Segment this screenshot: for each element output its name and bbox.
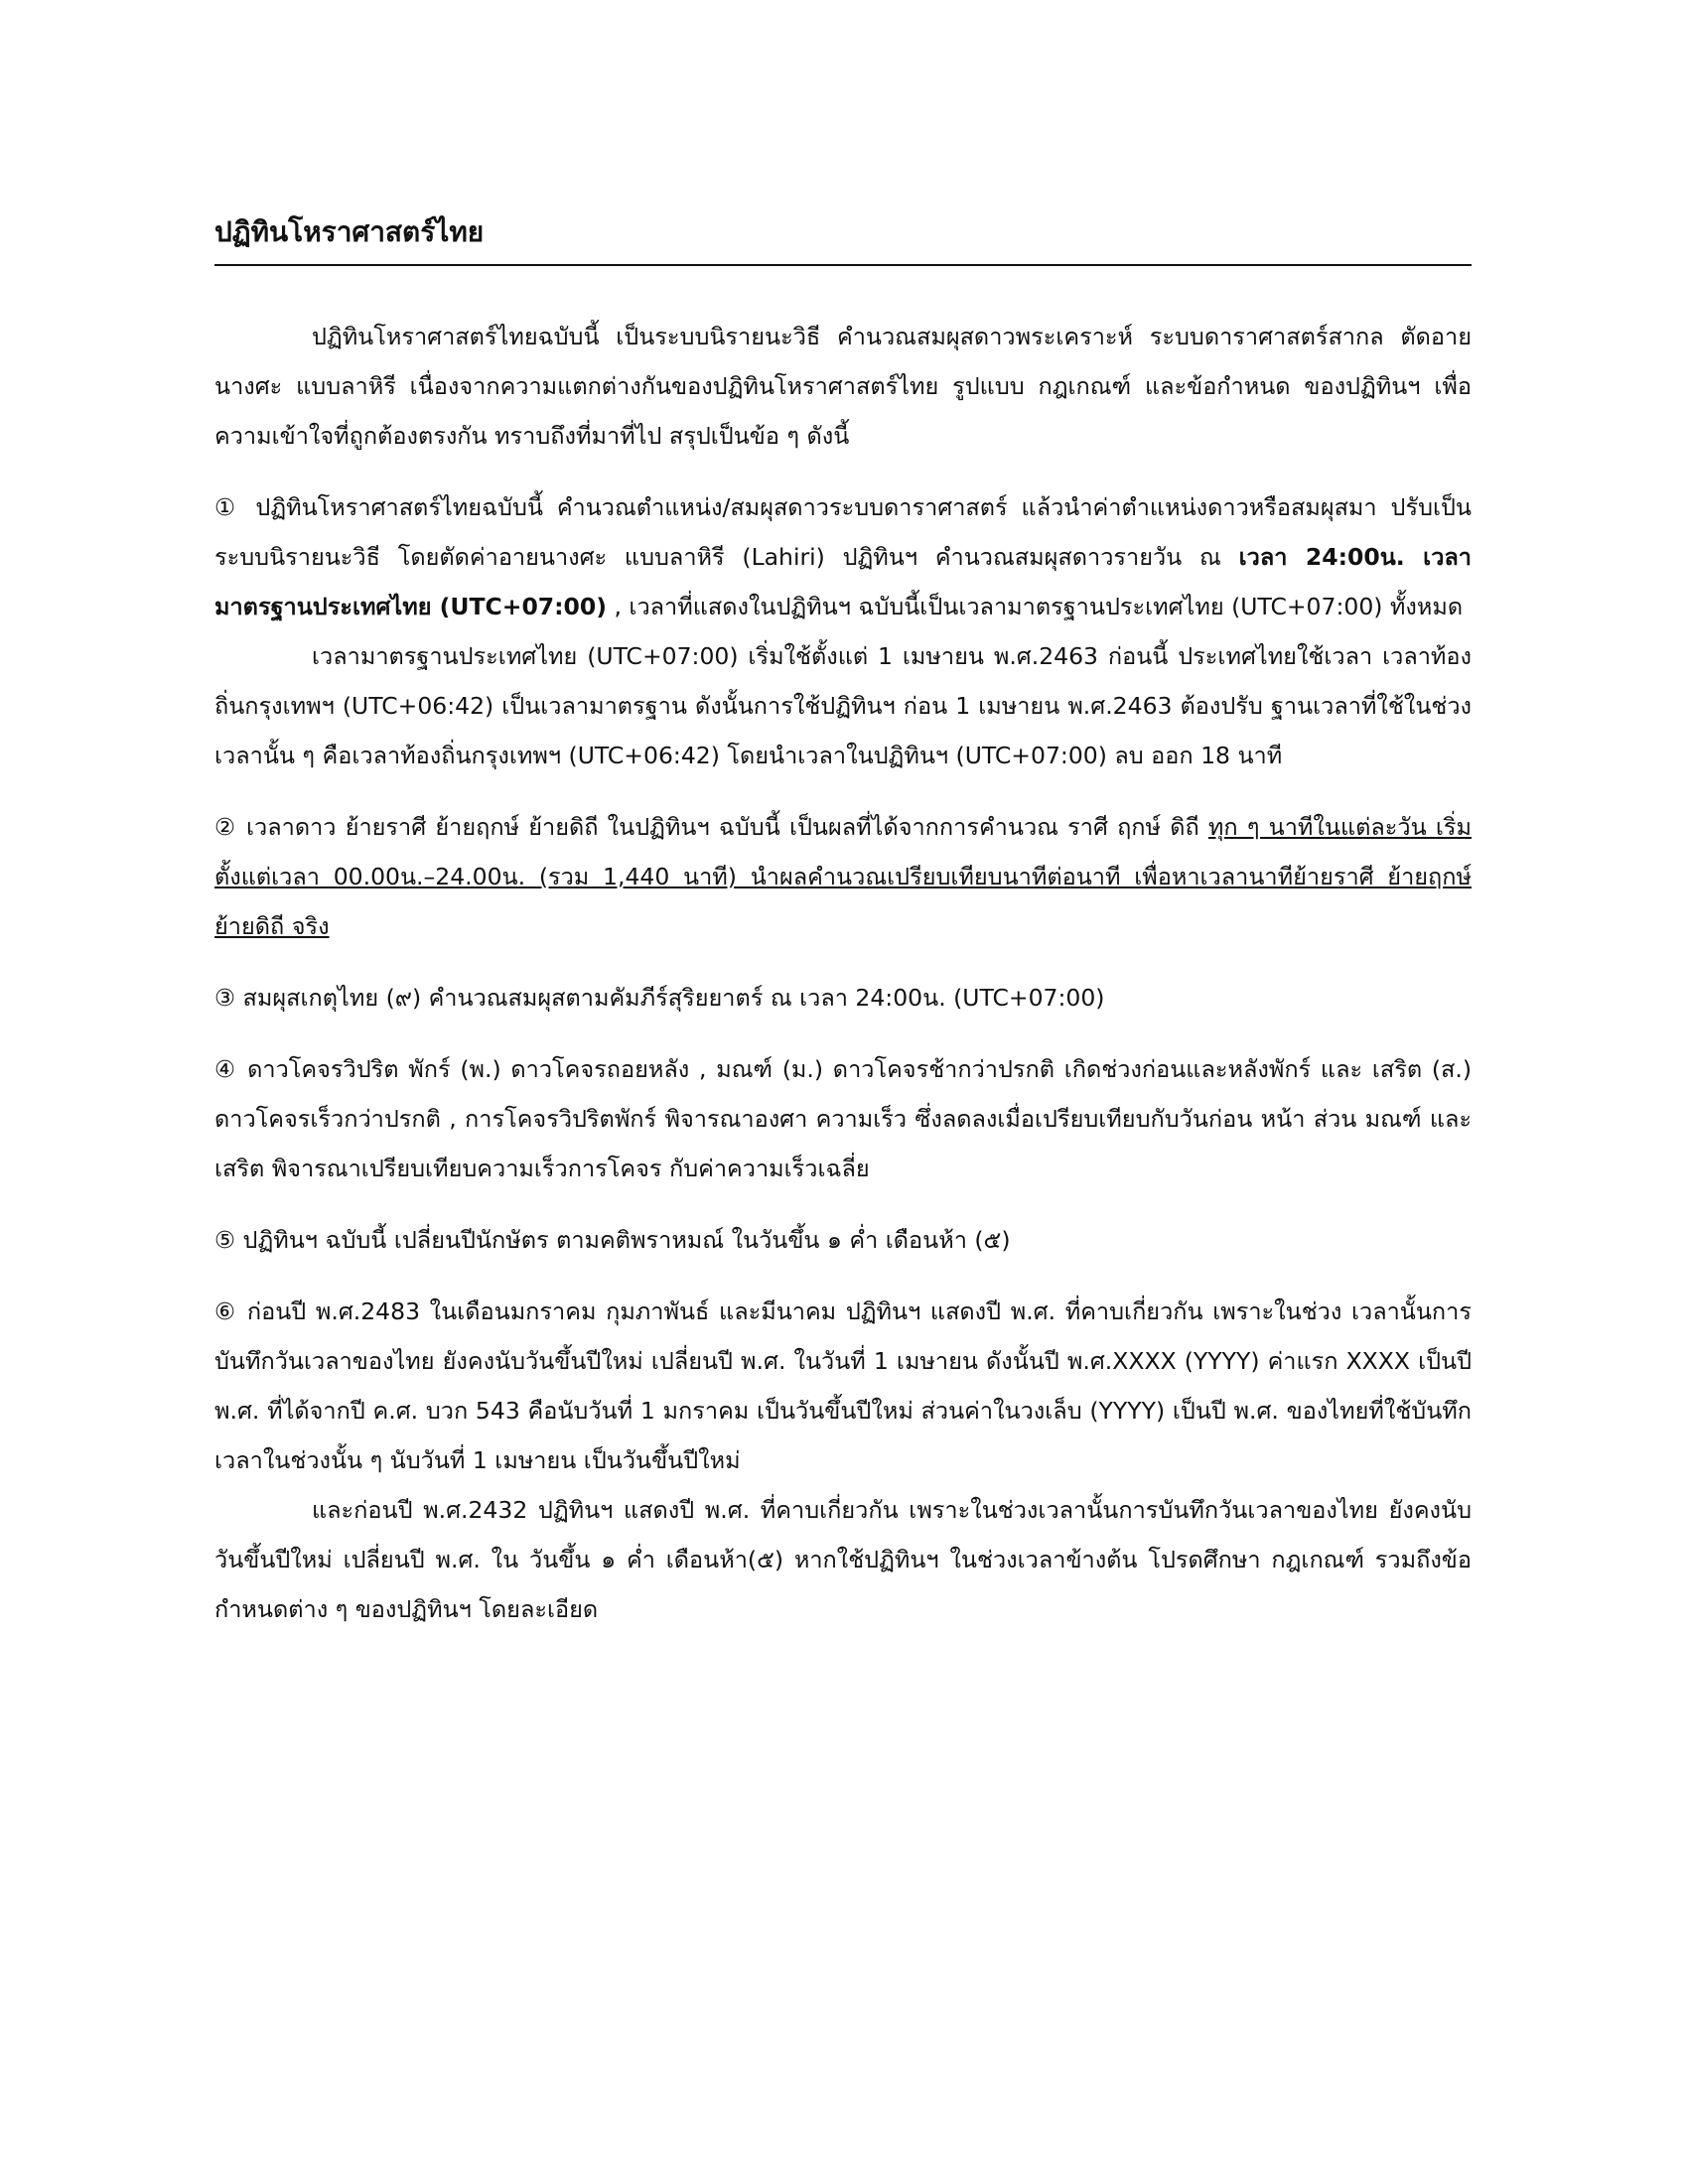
item-4-text: ดาวโคจรวิปริต พักร์ (พ.) ดาวโคจรถอยหลัง , มณฑ์ (ม.) ดาวโคจรช้ากว่าปรกติ เกิดช่วงก่อนและหลังพักร์ และ เสริต (ส.) ดาวโคจรเร็วกว่าปรกติ , การโคจรวิปริตพักร์ พิจารณาองศา ความเร็ว ซึ่งลดลงเมื่อเปรียบเทียบกับวันก่อน หน้า ส่วน มณฑ์ และ เสริต พิจารณาเปรียบเทียบความเร็วการโคจร กับค่าความเร็วเฉลี่ย (214, 1055, 1472, 1182)
document-page (214, 206, 1472, 1634)
item-3-paragraph (214, 973, 1472, 1023)
item-4-marker: ④ (214, 1055, 238, 1083)
item-2-underlined-text: ทุก ๆ นาทีในแต่ละวัน เริ่มตั้งแต่เวลา 00.00น.–24.00น. (รวม 1,440 นาที) นำผลคำนวณเปรียบเทียบนาทีต่อนาที เพื่อหาเวลานาทีย้ายราศี ย้ายฤกษ์ ย้ายดิถี จริง (214, 813, 1472, 940)
item-1-sub-paragraph: เวลามาตรฐานประเทศไทย (UTC+07:00) เริ่มใช้ตั้งแต่ 1 เมษายน พ.ศ.2463 ก่อนนี้ ประเทศไทยใช้เวลา เวลาท้องถิ่นกรุงเทพฯ (UTC+06:42) เป็นเวลามาตรฐาน ดังนั้นการใช้ปฏิทินฯ ก่อน 1 เมษายน พ.ศ.2463 ต้องปรับ ฐานเวลาที่ใช้ในช่วงเวลานั้น ๆ คือเวลาท้องถิ่นกรุงเทพฯ (UTC+06:42) โดยนำเวลาในปฏิทินฯ (UTC+07:00) ลบ ออก 18 นาที (214, 642, 1472, 769)
item-3-marker: ③ (214, 984, 236, 1012)
item-5-marker: ⑤ (214, 1226, 236, 1254)
title-underline-divider (214, 264, 1472, 266)
document-title: ปฏิทินโหราศาสตร์ไทย (214, 215, 485, 248)
item-4-paragraph (214, 1044, 1472, 1193)
item-1-marker: ① (214, 493, 242, 521)
item-1-text-a: ปฏิทินโหราศาสตร์ไทยฉบับนี้ คำนวณตำแหน่ง/สมผุสดาวระบบดาราศาสตร์ แล้วนำค่าตำแหน่งดาวหรือสมผุสมา ปรับเป็น ระบบนิรายนะวิธี โดยตัดค่าอายนางศะ แบบลาหิรี (Lahiri) ปฏิทินฯ คำนวณสมผุสดาวรายวัน ณ (214, 493, 1472, 571)
item-2-marker: ② (214, 813, 237, 841)
item-6-text: ก่อนปี พ.ศ.2483 ในเดือนมกราคม กุมภาพันธ์ และมีนาคม ปฏิทินฯ แสดงปี พ.ศ. ที่คาบเกี่ยวกัน เพราะในช่วง เวลานั้นการบันทึกวันเวลาของไทย ยังคงนับวันขึ้นปีใหม่ เปลี่ยนปี พ.ศ. ในวันที่ 1 เมษายน ดังนั้นปี พ.ศ.XXXX (YYYY) ค่าแรก XXXX เป็นปี พ.ศ. ที่ได้จากปี ค.ศ. บวก 543 คือนับวันที่ 1 มกราคม เป็นวันขึ้นปีใหม่ ส่วนค่าในวงเล็บ (YYYY) เป็นปี พ.ศ. ของไทยที่ใช้บันทึกเวลาในช่วงนั้น ๆ นับวันที่ 1 เมษายน เป็นวันขึ้นปีใหม่ (214, 1297, 1472, 1474)
item-5-text: ปฏิทินฯ ฉบับนี้ เปลี่ยนปีนักษัตร ตามคติพราหมณ์ ในวันขึ้น ๑ ค่ำ เดือนห้า (๕) (235, 1226, 1011, 1254)
item-2-text-a: เวลาดาว ย้ายราศี ย้ายฤกษ์ ย้ายดิถี ในปฏิทินฯ ฉบับนี้ เป็นผลที่ได้จากการคำนวณ ราศี ฤกษ์ ดิถี (236, 813, 1208, 841)
item-2-paragraph (214, 802, 1472, 951)
item-6-sub-paragraph: และก่อนปี พ.ศ.2432 ปฏิทินฯ แสดงปี พ.ศ. ที่คาบเกี่ยวกัน เพราะในช่วงเวลานั้นการบันทึกวันเวลาของไทย ยังคงนับวันขึ้นปีใหม่ เปลี่ยนปี พ.ศ. ใน วันขึ้น ๑ ค่ำ เดือนห้า(๕) หากใช้ปฏิทินฯ ในช่วงเวลาข้างต้น โปรดศึกษา กฎเกณฑ์ รวมถึงข้อกำหนดต่าง ๆ ของปฏิทินฯ โดยละเอียด (214, 1496, 1472, 1623)
item-6-marker: ⑥ (214, 1297, 238, 1325)
item-1-text-b: , เวลาที่แสดงในปฏิทินฯ ฉบับนี้เป็นเวลามาตรฐานประเทศไทย (UTC+07:00) ทั้งหมด (607, 593, 1464, 620)
intro-paragraph: ปฏิทินโหราศาสตร์ไทยฉบับนี้ เป็นระบบนิรายนะวิธี คำนวณสมผุสดาวพระเคราะห์ ระบบดาราศาสตร์สากล ตัดอายนางศะ แบบลาหิรี เนื่องจากความแตกต่างกันของปฏิทินโหราศาสตร์ไทย รูปแบบ กฎเกณฑ์ และข้อกำหนด ของปฏิทินฯ เพื่อความเข้าใจที่ถูกต้องตรงกัน ทราบถึงที่มาที่ไป สรุปเป็นข้อ ๆ ดังนี้ (214, 323, 1472, 450)
item-1-bold-text: เวลา 24:00น. เวลามาตรฐานประเทศไทย (UTC+07:00) (214, 543, 1472, 620)
item-5-paragraph (214, 1215, 1472, 1265)
item-3-text: สมผุสเกตุไทย (๙) คำนวณสมผุสตามคัมภีร์สุริยยาตร์ ณ เวลา 24:00น. (UTC+07:00) (235, 984, 1105, 1012)
item-1-paragraph (214, 482, 1472, 631)
item-6-paragraph (214, 1287, 1472, 1485)
